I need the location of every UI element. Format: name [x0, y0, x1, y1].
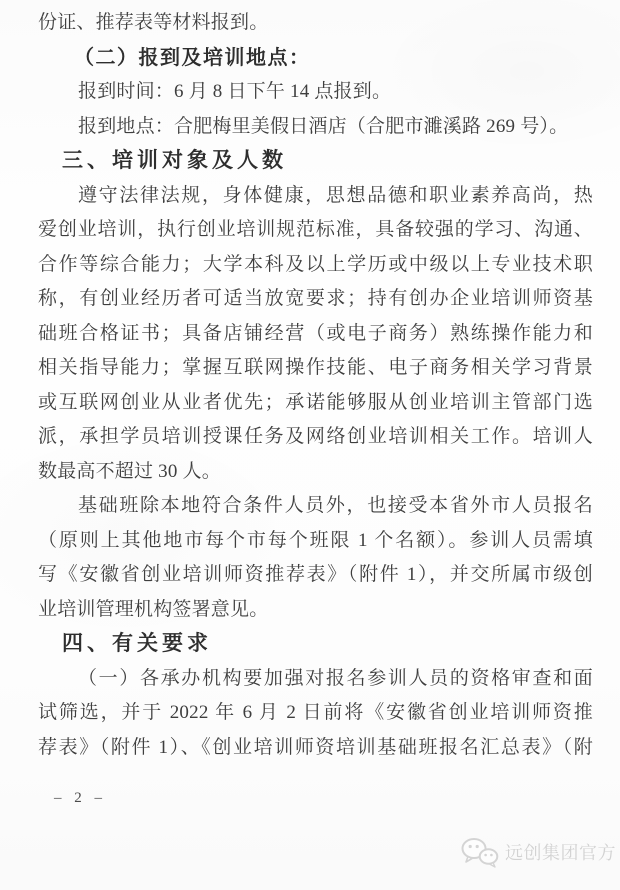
text-line: 基础班除本地符合条件人员外，也接受本省外市人员报名 — [78, 495, 593, 516]
text-line: 遵守法律法规，身体健康，思想品德和职业素养高尚，热 — [78, 184, 593, 206]
text-line: 三、培训对象及人数 — [62, 149, 287, 172]
text-line: 相关指导能力；掌握互联网操作技能、电子商务相关学习背景 — [38, 357, 593, 378]
text-line: 试筛选，并于 2022 年 6 月 2 日前将《安徽省创业培训师资推 — [38, 702, 593, 723]
text-line: 写《安徽省创业培训师资推荐表》（附件 1），并交所属市级创 — [38, 564, 593, 585]
document-lines — [38, 6, 593, 765]
page-number: – 2 – — [54, 790, 103, 806]
text-line: （原则上其他地市每个市每个班限 1 个名额）。参训人员需填 — [38, 529, 593, 551]
text-line: （二）报到及培训地点： — [74, 46, 311, 69]
text-line: 报到地点：合肥梅里美假日酒店（合肥市濉溪路 269 号）。 — [78, 115, 569, 137]
text-line: 合作等综合能力；大学本科及以上学历或中级以上专业技术职 — [38, 253, 593, 275]
watermark — [460, 836, 616, 869]
text-line: 或互联网创业从业者优先；承诺能够服从创业培训主管部门选 — [38, 391, 593, 413]
text-line: 业培训管理机构签署意见。 — [38, 598, 269, 620]
text-line: 数最高不超过 30 人。 — [38, 460, 221, 482]
text-line: 报到时间：6 月 8 日下午 14 点报到。 — [78, 81, 392, 102]
watermark-label: 远创集团官方 — [505, 842, 616, 863]
text-line: 份证、推荐表等材料报到。 — [38, 12, 269, 33]
text-line: 派，承担学员培训授课任务及网络创业培训相关工作。培训人 — [38, 426, 593, 447]
text-line: 荐表》（附件 1）、《创业培训师资培训基础班报名汇总表》（附 — [38, 736, 593, 758]
text-line: 爱创业培训，执行创业培训规范标准，具备较强的学习、沟通、 — [38, 219, 593, 240]
text-line: 础班合格证书；具备店铺经营（或电子商务）熟练操作能力和 — [38, 322, 593, 344]
text-line: （一）各承办机构要加强对报名参训人员的资格审查和面 — [78, 667, 593, 689]
wechat-icon — [460, 836, 500, 869]
text-line: 四、有关要求 — [62, 632, 212, 655]
text-line: 称，有创业经历者可适当放宽要求；持有创办企业培训师资基 — [38, 288, 593, 309]
